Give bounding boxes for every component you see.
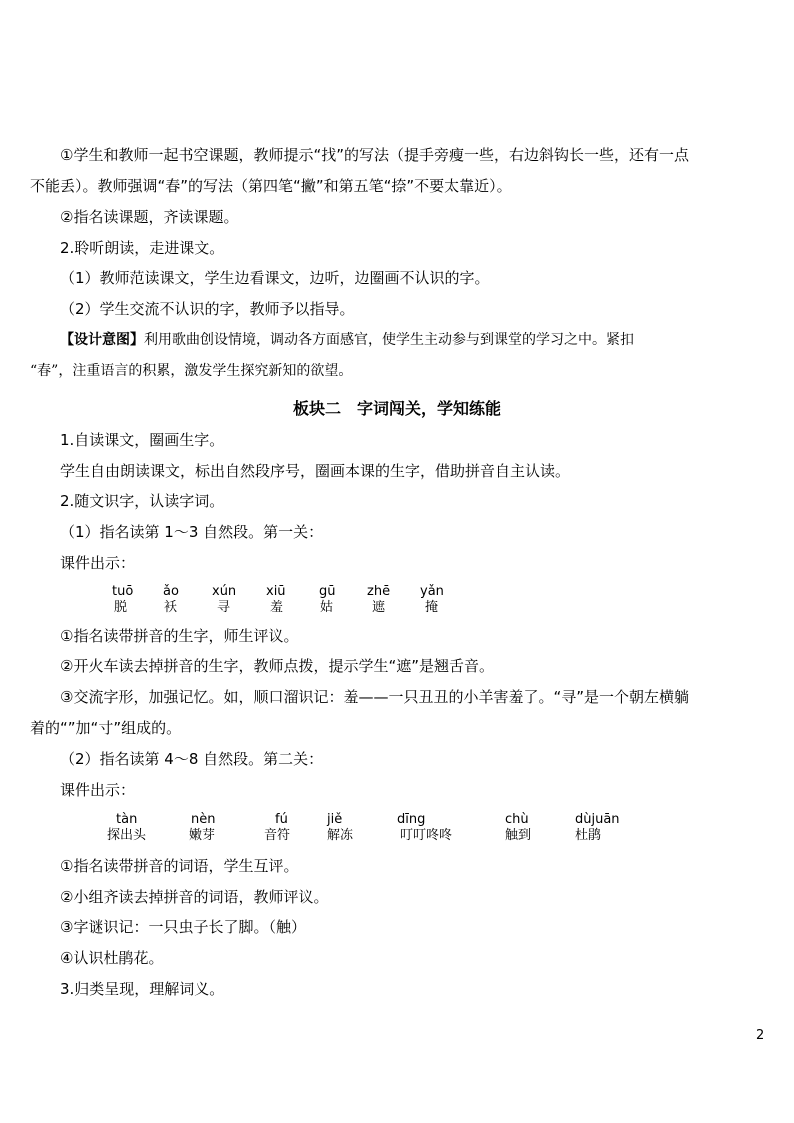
hanzi: 羞	[270, 600, 284, 615]
word: 嫩芽	[189, 828, 216, 843]
section-item-8-line-2: 着的“”加“寸”组成的。	[30, 719, 182, 737]
section-item-12: ②小组齐读去掉拼音的词语，教师评议。	[60, 888, 329, 906]
section-item-8-line-1: ③交流字形，加强记忆。如，顺口溜识记：羞——一只丑丑的小羊害羞了。“寻”是一个朝左横躺	[60, 688, 689, 706]
pinyin: dīng	[397, 812, 426, 827]
pinyin: xún	[212, 584, 237, 599]
paragraph-3: 2.聆听朗读，走进课文。	[60, 239, 225, 257]
pinyin: tuō	[112, 584, 134, 599]
design-intent-line-2: “春”，注重语言的积累，激发学生探究新知的欲望。	[30, 363, 353, 379]
paragraph-1-line-1: ①学生和教师一起书空课题，教师提示“找”的写法（提手旁瘦一些，右边斜钩长一些，还有一点	[60, 146, 689, 164]
hanzi: 袄	[164, 600, 178, 615]
hanzi: 寻	[217, 600, 231, 615]
pinyin: nèn	[191, 812, 216, 827]
word: 杜鹃	[575, 828, 602, 843]
word: 解冻	[327, 828, 354, 843]
pinyin: gū	[319, 584, 336, 599]
design-intent-label: 【设计意图】	[60, 332, 144, 348]
hanzi: 遮	[372, 600, 386, 615]
hanzi: 姑	[320, 600, 334, 615]
courseware-label-2: 课件出示：	[60, 781, 136, 799]
section-item-11: ①指名读带拼音的词语，学生互评。	[60, 857, 299, 875]
pinyin: xiū	[266, 584, 286, 599]
section-item-14: ④认识杜鹃花。	[60, 949, 164, 967]
word: 叮叮咚咚	[400, 828, 453, 843]
section-item-6: ①指名读带拼音的生字，师生评议。	[60, 627, 299, 645]
courseware-label-1: 课件出示：	[60, 554, 136, 572]
pinyin: zhē	[367, 584, 391, 599]
pinyin: yǎn	[420, 584, 444, 599]
section-heading: 板块二 字词闯关，学知练能	[292, 399, 501, 418]
pinyin: ǎo	[163, 584, 179, 599]
section-item-3: 2.随文识字，认读字词。	[60, 492, 225, 510]
section-item-1: 1.自读课文，圈画生字。	[60, 431, 225, 449]
paragraph-5: （2）学生交流不认识的字，教师予以指导。	[60, 300, 355, 318]
word: 触到	[505, 828, 532, 843]
section-item-15: 3.归类呈现，理解词义。	[60, 980, 225, 998]
pinyin: jiě	[327, 812, 343, 827]
section-item-7: ②开火车读去掉拼音的生字，教师点拨，提示学生“遮”是翘舌音。	[60, 657, 494, 675]
paragraph-2: ②指名读课题，齐读课题。	[60, 208, 239, 226]
pinyin: chù	[505, 812, 529, 827]
word: 音符	[264, 828, 291, 843]
paragraph-1-line-2: 不能丢）。教师强调“春”的写法（第四笔“撇”和第五笔“捺”不要太靠近）。	[30, 177, 512, 195]
pinyin: dùjuān	[575, 812, 620, 827]
word: 探出头	[107, 828, 147, 843]
section-item-2: 学生自由朗读课文，标出自然段序号，圈画本课的生字，借助拼音自主认读。	[60, 462, 571, 480]
pinyin: tàn	[116, 812, 138, 827]
section-item-13: ③字谜识记：一只虫子长了脚。（触）	[60, 918, 306, 936]
section-item-9: （2）指名读第 4～8 自然段。第二关：	[60, 750, 324, 768]
page-number: 2	[756, 1028, 765, 1043]
section-item-4: （1）指名读第 1～3 自然段。第一关：	[60, 523, 324, 541]
pinyin: fú	[275, 812, 288, 827]
hanzi: 脱	[114, 600, 128, 615]
design-intent-line-1	[60, 330, 634, 350]
paragraph-4: （1）教师范读课文，学生边看课文，边听，边圈画不认识的字。	[60, 269, 490, 287]
hanzi: 掩	[425, 600, 439, 615]
design-intent-text: 利用歌曲创设情境，调动各方面感官，使学生主动参与到课堂的学习之中。紧扣	[144, 332, 634, 348]
